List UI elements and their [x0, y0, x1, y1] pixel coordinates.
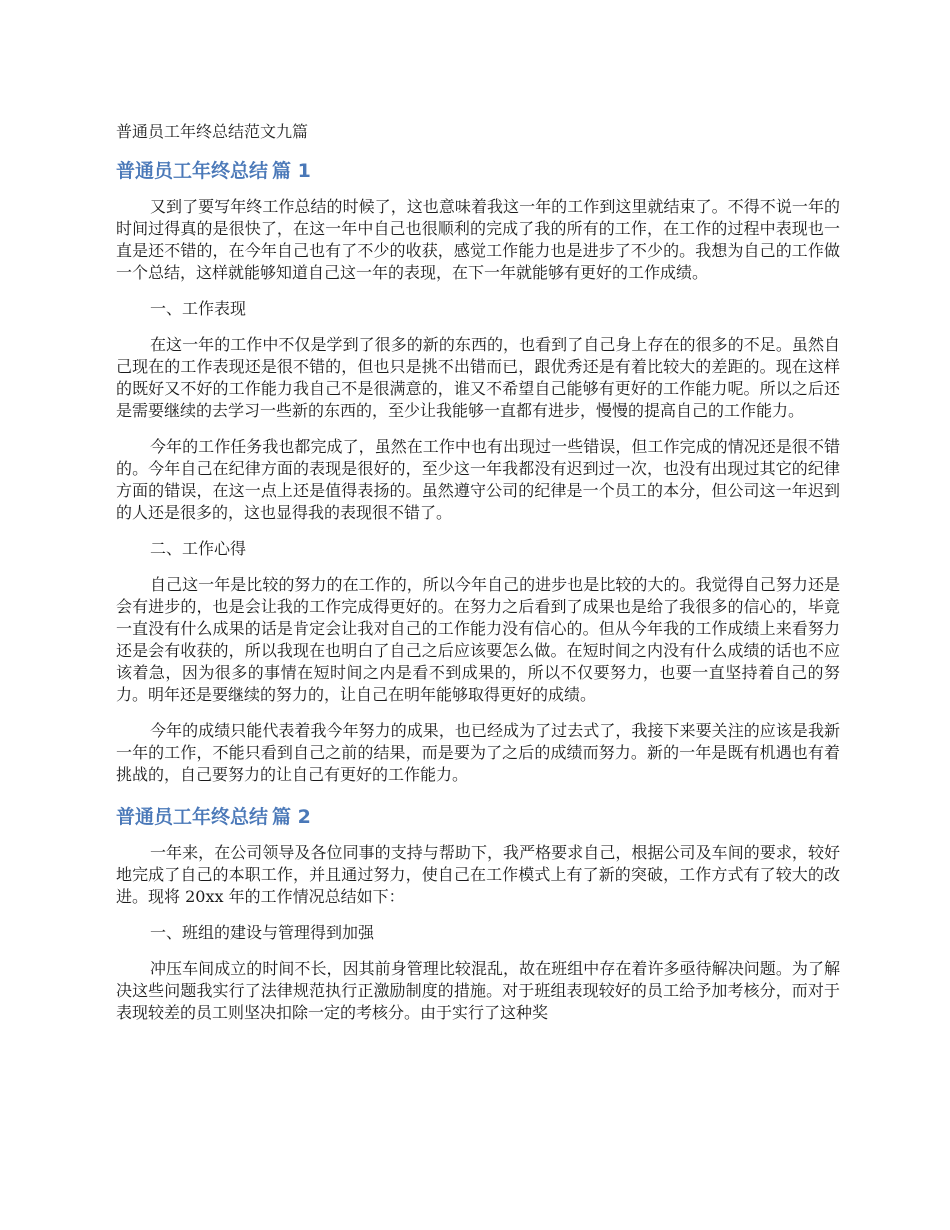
section-1	[116, 158, 840, 786]
section-heading	[116, 804, 840, 830]
paragraph: 今年的工作任务我也都完成了，虽然在工作中也有出现过一些错误，但工作完成的情况还是很不错的。今年自己在纪律方面的表现是很好的，至少这一年我都没有迟到过一次，也没有出现过其它的纪律方面的错误，在这一点上还是值得表扬的。虽然遵守公司的纪律是一个员工的本分，但公司这一年迟到的人还是很多的，这也显得我的表现很不错了。	[116, 437, 840, 522]
paragraph: 在这一年的工作中不仅是学到了很多的新的东西的，也看到了自己身上存在的很多的不足。虽然自己现在的工作表现还是很不错的，但也只是挑不出错而已，跟优秀还是有着比较大的差距的。现在这样的既好又不好的工作能力我自己不是很满意的，谁又不希望自己能够有更好的工作能力呢。所以之后还是需要继续的去学习一些新的东西的，至少让我能够一直都有进步，慢慢的提高自己的工作能力。	[116, 335, 840, 420]
subheading: 一、工作表现	[150, 299, 247, 318]
document-title: 普通员工年终总结范文九篇	[116, 122, 309, 141]
subheading: 一、班组的建设与管理得到加强	[150, 923, 375, 942]
paragraph: 自己这一年是比较的努力的在工作的，所以今年自己的进步也是比较的大的。我觉得自己努力还是会有进步的，也是会让我的工作完成得更好的。在努力之后看到了成果也是给了我很多的信心的，毕竟一直没有什么成果的话是肯定会让我对自己的工作能力没有信心的。但从今年我的工作成绩上来看努力还是会有收获的，所以我现在也明白了自己之后应该要怎么做。在短时间之内没有什么成绩的话也不应该着急，因为很多的事情在短时间之内是看不到成果的，所以不仅要努力，也要一直坚持着自己的努力。明年还是要继续的努力的，让自己在明年能够取得更好的成绩。	[116, 575, 840, 704]
section-heading-number: 篇 2	[272, 806, 311, 828]
paragraph: 今年的成绩只能代表着我今年努力的成果，也已经成为了过去式了，我接下来要关注的应该是我新一年的工作，不能只看到自己之前的结果，而是要为了之后的成绩而努力。新的一年是既有机遇也有着挑战的，自己要努力的让自己有更好的工作能力。	[116, 721, 840, 784]
paragraph: 冲压车间成立的时间不长，因其前身管理比较混乱，故在班组中存在着许多亟待解决问题。为了解决这些问题我实行了法律规范执行正激励制度的措施。对于班组表现较好的员工给予加考核分，而对于表现较差的员工则坚决扣除一定的考核分。由于实行了这种奖	[116, 959, 840, 1022]
paragraph: 一年来，在公司领导及各位同事的支持与帮助下，我严格要求自己，根据公司及车间的要求，较好地完成了自己的本职工作，并且通过努力，使自己在工作模式上有了新的突破，工作方式有了较大的改进。现将 20xx 年的工作情况总结如下：	[116, 843, 840, 906]
section-heading	[116, 158, 840, 184]
section-heading-text: 普通员工年终总结	[116, 806, 269, 828]
paragraph: 又到了要写年终工作总结的时候了，这也意味着我这一年的工作到这里就结束了。不得不说一年的时间过得真的是很快了，在这一年中自己也很顺利的完成了我的所有的工作，在工作的过程中表现也一直是还不错的，在今年自己也有了不少的收获，感觉工作能力也是进步了不少的。我想为自己的工作做一个总结，这样就能够知道自己这一年的表现，在下一年就能够有更好的工作成绩。	[116, 197, 840, 282]
section-heading-text: 普通员工年终总结	[116, 160, 269, 182]
section-heading-number: 篇 1	[272, 160, 311, 182]
subheading: 二、工作心得	[150, 539, 247, 558]
section-2	[116, 804, 840, 1024]
document-page	[116, 120, 840, 1042]
